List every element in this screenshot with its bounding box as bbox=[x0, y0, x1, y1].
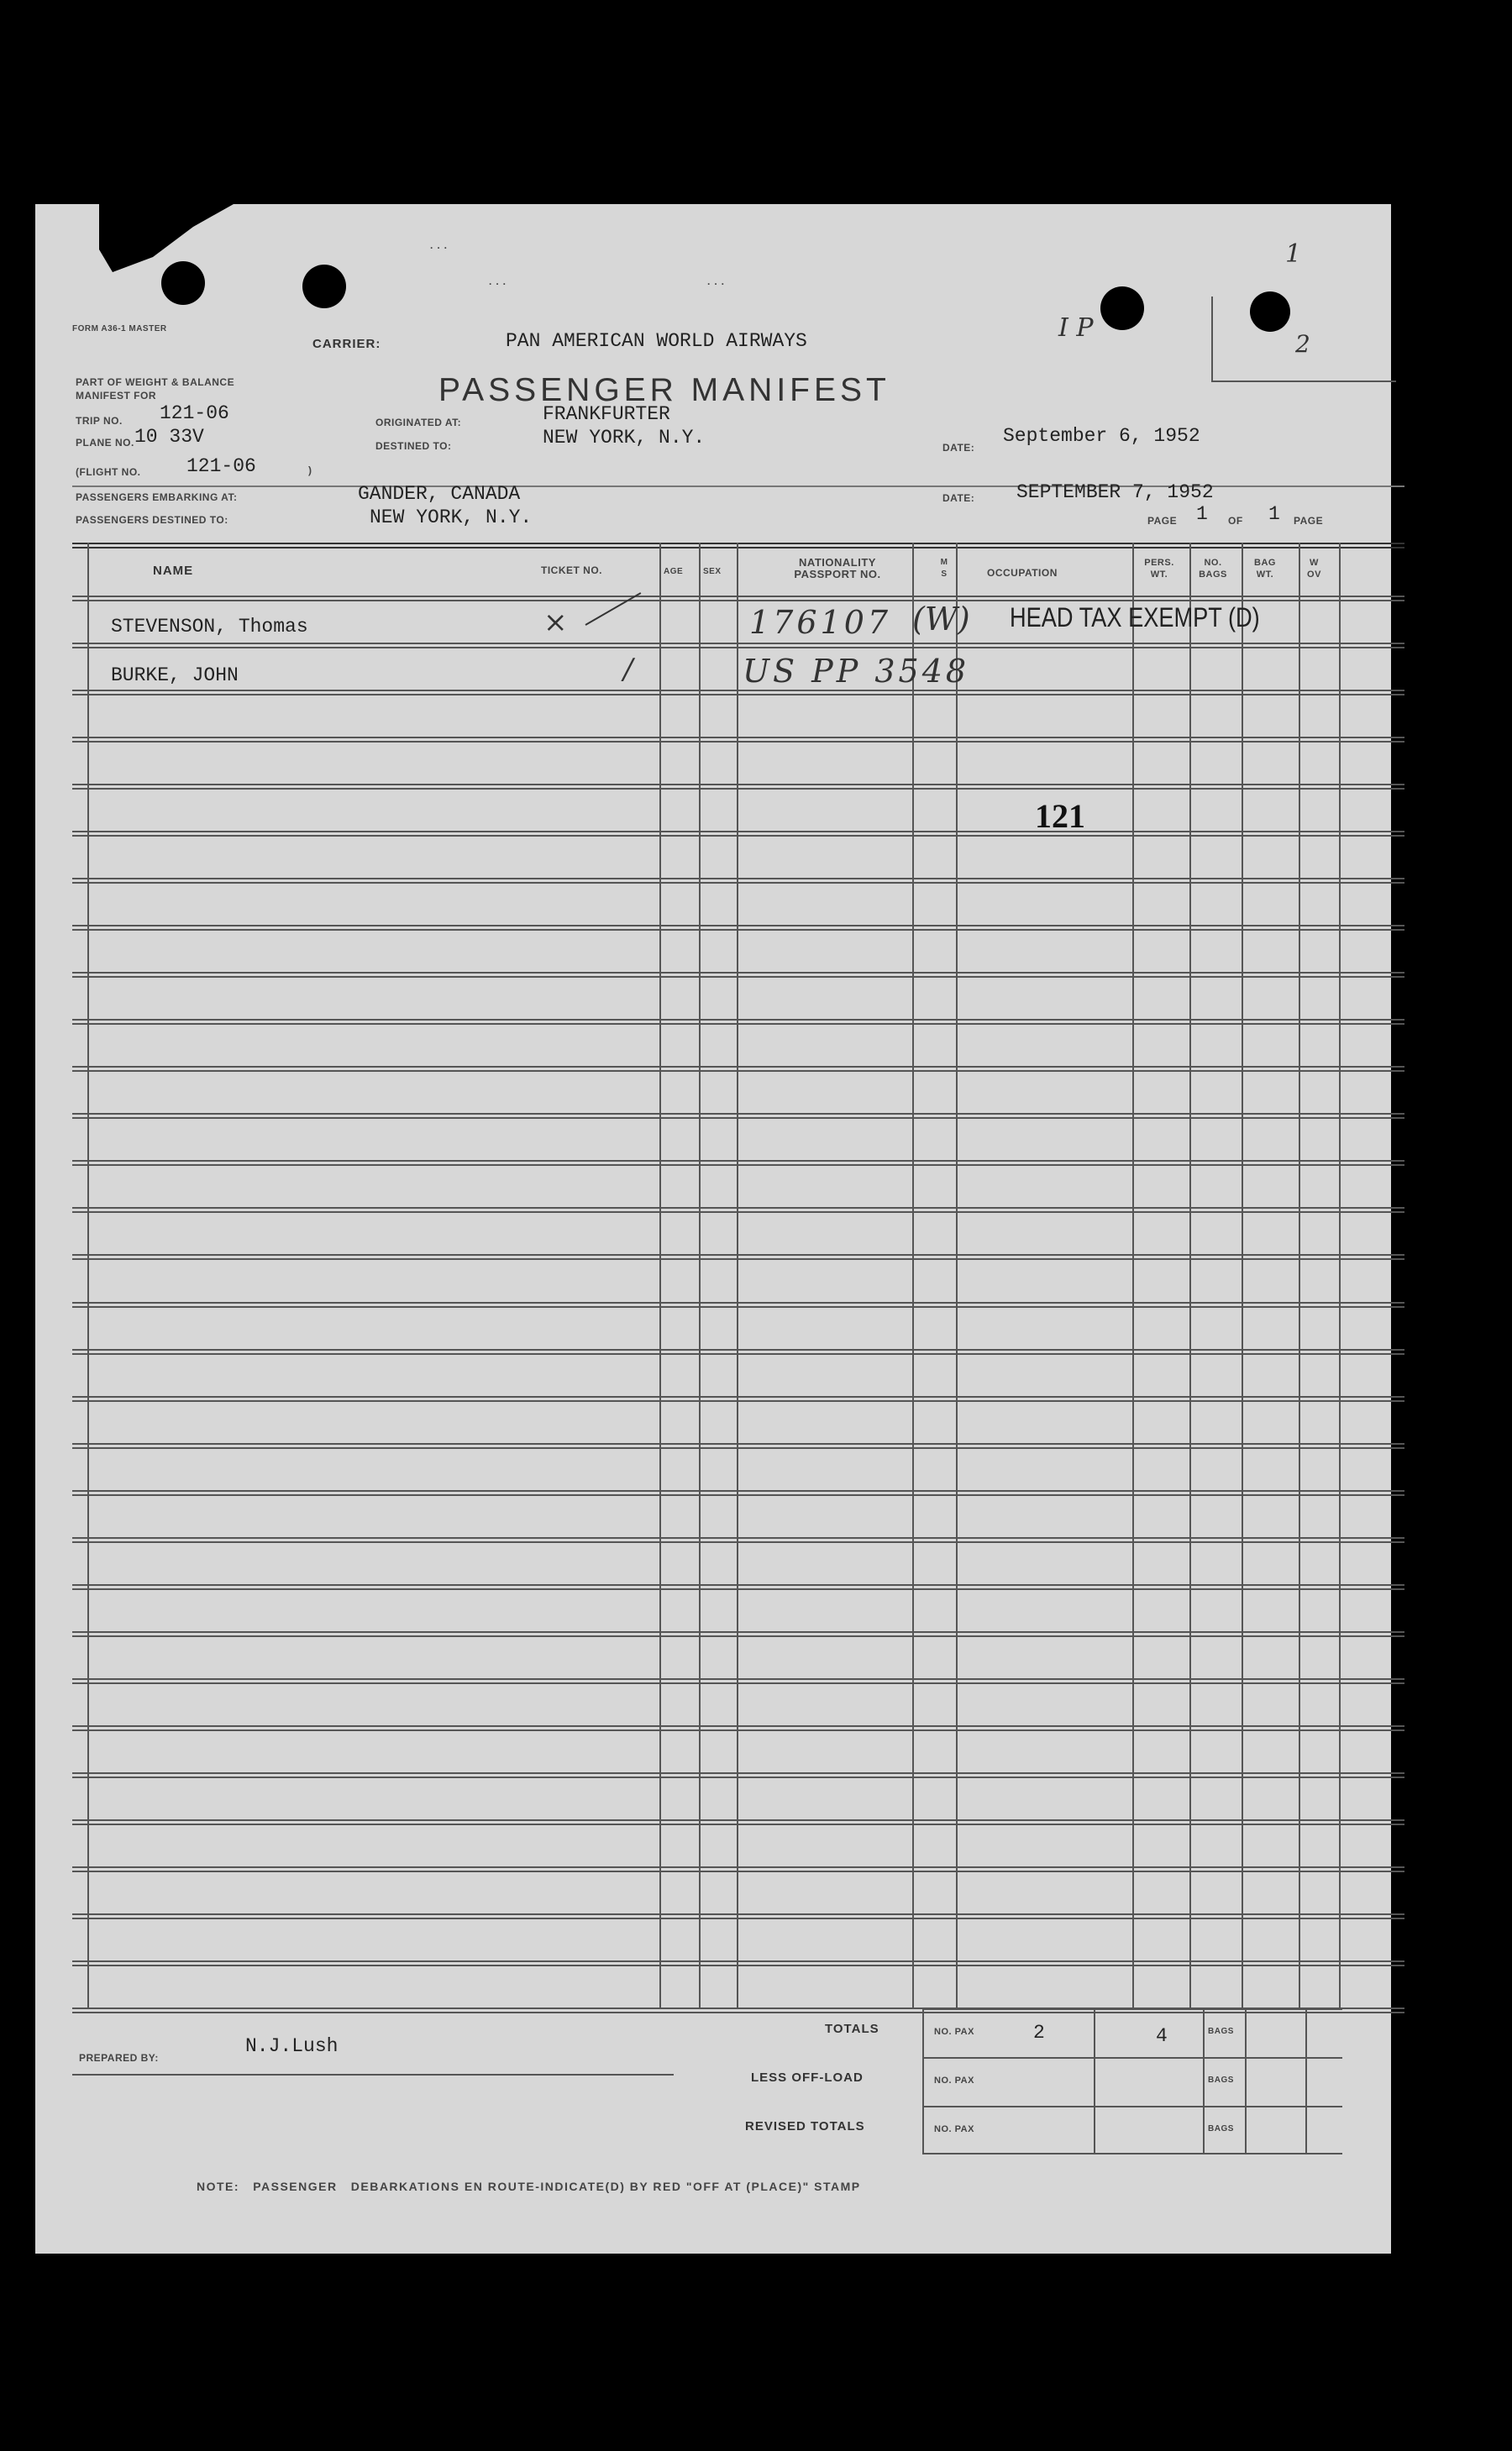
page-number: 1 bbox=[1196, 503, 1208, 525]
flight-no-value: 121-06 bbox=[186, 455, 256, 477]
table-row-rule bbox=[72, 1353, 1404, 1355]
col-ms-header bbox=[927, 557, 961, 580]
embarking-label: PASSENGERS EMBARKING AT: bbox=[76, 491, 238, 503]
pages-label: PAGE bbox=[1294, 515, 1324, 527]
table-row-rule bbox=[72, 1729, 1404, 1731]
total-bags-count-value: 4 bbox=[1156, 2025, 1168, 2047]
table-row-rule bbox=[72, 737, 1404, 738]
table-row-rule bbox=[72, 1164, 1404, 1166]
offload-no-pax-label: NO. PAX bbox=[934, 2076, 974, 2086]
manifest-for-label: MANIFEST FOR bbox=[76, 390, 156, 402]
table-row-rule bbox=[72, 925, 1404, 926]
table-row-rule bbox=[72, 1541, 1404, 1543]
prepared-by-value: N.J.Lush bbox=[245, 2035, 339, 2057]
totals-box-rule bbox=[922, 2008, 1342, 2010]
table-column-rule bbox=[1299, 543, 1300, 2008]
col-no-bags-line1: NO. bbox=[1204, 558, 1222, 568]
page-title: PASSENGER MANIFEST bbox=[438, 372, 890, 408]
col-w-ov-line1: W bbox=[1310, 558, 1319, 568]
form-code: FORM A36-1 MASTER bbox=[72, 324, 167, 333]
col-ms-line1: M bbox=[940, 558, 948, 567]
trip-no-label: TRIP NO. bbox=[76, 415, 123, 427]
table-row-rule bbox=[72, 1070, 1404, 1072]
table-row-rule bbox=[72, 1635, 1404, 1637]
passenger-ticket: × bbox=[543, 606, 568, 639]
totals-box-rule bbox=[922, 2057, 1342, 2059]
col-pers-wt-line2: WT. bbox=[1150, 569, 1168, 580]
table-row-rule bbox=[72, 929, 1404, 931]
revised-bags-label: BAGS bbox=[1208, 2124, 1234, 2133]
table-row-rule bbox=[72, 1302, 1404, 1304]
table-row-rule bbox=[72, 831, 1404, 832]
table-row-rule bbox=[72, 1725, 1404, 1727]
passenger-name: BURKE, JOHN bbox=[111, 664, 239, 686]
col-age-header: AGE bbox=[664, 567, 684, 576]
table-row-rule bbox=[72, 1824, 1404, 1825]
table-row-rule bbox=[72, 1918, 1404, 1919]
table-row-rule bbox=[72, 1678, 1404, 1680]
col-bag-wt-line2: WT. bbox=[1256, 569, 1274, 580]
col-ticket-header: TICKET NO. bbox=[541, 564, 602, 576]
table-row-rule bbox=[72, 596, 1404, 597]
table-top-rule bbox=[72, 543, 1404, 544]
table-row-rule bbox=[72, 1772, 1404, 1774]
table-row-rule bbox=[72, 1400, 1404, 1402]
col-w-ov-line2: OV bbox=[1307, 569, 1321, 580]
table-column-rule bbox=[1339, 543, 1341, 2008]
carrier-value: PAN AMERICAN WORLD AIRWAYS bbox=[506, 330, 807, 352]
flight-stamp-number: 121 bbox=[1035, 797, 1085, 835]
table-row-rule bbox=[72, 878, 1404, 879]
table-row-rule bbox=[72, 1537, 1404, 1539]
table-row-rule bbox=[72, 1019, 1404, 1021]
passenger-table bbox=[35, 204, 1391, 2254]
pass-destined-value: NEW YORK, N.Y. bbox=[370, 506, 533, 528]
carrier-label: CARRIER: bbox=[312, 337, 381, 351]
col-bag-wt-line1: BAG bbox=[1254, 558, 1276, 568]
table-row-rule bbox=[72, 1443, 1404, 1445]
table-row-rule bbox=[72, 1207, 1404, 1209]
table-row-rule bbox=[72, 1023, 1404, 1025]
table-row-rule bbox=[72, 1396, 1404, 1398]
table-row-rule bbox=[72, 1117, 1404, 1119]
table-column-rule bbox=[87, 543, 89, 2008]
col-w-ov-header bbox=[1295, 557, 1333, 580]
destined-label: DESTINED TO: bbox=[375, 440, 452, 452]
totals-box-rule bbox=[922, 2106, 1342, 2107]
table-row-rule bbox=[72, 1211, 1404, 1213]
table-row-rule bbox=[72, 1682, 1404, 1684]
table-row-rule bbox=[72, 1584, 1404, 1586]
col-name-header: NAME bbox=[153, 564, 194, 578]
table-row-rule bbox=[72, 643, 1404, 644]
totals-bags-label: BAGS bbox=[1208, 2027, 1234, 2036]
table-column-rule bbox=[659, 543, 661, 2008]
trip-no-value: 121-06 bbox=[160, 402, 229, 424]
table-top-rule bbox=[72, 547, 1404, 548]
table-row-rule bbox=[72, 972, 1404, 974]
passenger-passport: 176107 bbox=[749, 604, 892, 641]
table-row-rule bbox=[72, 1866, 1404, 1868]
table-row-rule bbox=[72, 882, 1404, 884]
passenger-name: STEVENSON, Thomas bbox=[111, 616, 308, 638]
originated-value: FRANKFURTER bbox=[543, 403, 670, 425]
col-pers-wt-line1: PERS. bbox=[1144, 558, 1174, 568]
page-label: PAGE bbox=[1147, 515, 1178, 527]
table-row-rule bbox=[72, 1965, 1404, 1966]
col-no-bags-header bbox=[1188, 557, 1238, 580]
table-row-rule bbox=[72, 784, 1404, 785]
totals-label: TOTALS bbox=[825, 2022, 879, 2036]
table-column-rule bbox=[699, 543, 701, 2008]
embarking-value: GANDER, CANADA bbox=[358, 483, 521, 505]
col-sex-header: SEX bbox=[703, 567, 722, 576]
total-pax-value: 2 bbox=[1033, 2022, 1045, 2044]
footer-note: NOTE: PASSENGER DEBARKATIONS EN ROUTE-INDICATE(D) BY RED "OFF AT (PLACE)" STAMP bbox=[197, 2180, 861, 2193]
col-no-bags-line2: BAGS bbox=[1199, 569, 1227, 580]
manifest-sheet bbox=[35, 204, 1391, 2254]
table-row-rule bbox=[72, 1588, 1404, 1590]
originated-label: ORIGINATED AT: bbox=[375, 417, 462, 428]
table-row-rule bbox=[72, 1631, 1404, 1633]
table-row-rule bbox=[72, 976, 1404, 978]
passenger-occupation: HEAD TAX EXEMPT (D) bbox=[1010, 602, 1260, 632]
passenger-passport: US PP 3548 bbox=[743, 653, 970, 690]
table-row-rule bbox=[72, 694, 1404, 695]
totals-box-column bbox=[1203, 2008, 1205, 2153]
top-scribble: I P bbox=[1058, 313, 1094, 343]
table-row-rule bbox=[72, 1160, 1404, 1162]
top-specks: · · · bbox=[707, 278, 726, 290]
plane-no-value: 10 33V bbox=[134, 426, 204, 448]
pass-destined-label: PASSENGERS DESTINED TO: bbox=[76, 514, 228, 526]
passenger-ticket: / bbox=[623, 653, 633, 686]
table-row-rule bbox=[72, 1913, 1404, 1915]
prepared-by-underline bbox=[72, 2074, 674, 2076]
table-row-rule bbox=[72, 1494, 1404, 1496]
date2-value: SEPTEMBER 7, 1952 bbox=[1016, 481, 1214, 503]
top-specks: · · · bbox=[489, 278, 507, 290]
totals-box-rule bbox=[922, 2153, 1342, 2154]
totals-no-pax-label: NO. PAX bbox=[934, 2027, 974, 2037]
totals-box-column bbox=[1094, 2008, 1095, 2153]
table-row-rule bbox=[72, 1490, 1404, 1492]
table-row-rule bbox=[72, 1447, 1404, 1449]
col-bag-wt-header bbox=[1240, 557, 1290, 580]
table-row-rule bbox=[72, 1960, 1404, 1962]
col-ms-line2: S bbox=[941, 569, 948, 579]
table-row-rule bbox=[72, 2012, 1404, 2013]
totals-box-column bbox=[922, 2008, 924, 2153]
corner-mark: 1 bbox=[1285, 239, 1302, 269]
table-row-rule bbox=[72, 1871, 1404, 1872]
of-number: 1 bbox=[1268, 503, 1280, 525]
revised-totals-label: REVISED TOTALS bbox=[745, 2119, 865, 2133]
passenger-ms: (W) bbox=[912, 601, 970, 638]
date-value: September 6, 1952 bbox=[1003, 425, 1200, 447]
col-occupation-header: OCCUPATION bbox=[987, 567, 1058, 579]
offload-bags-label: BAGS bbox=[1208, 2076, 1234, 2085]
table-column-rule bbox=[1189, 543, 1191, 2008]
col-pers-wt-header bbox=[1134, 557, 1184, 580]
table-row-rule bbox=[72, 600, 1404, 601]
revised-no-pax-label: NO. PAX bbox=[934, 2124, 974, 2134]
flight-no-label: (FLIGHT NO. bbox=[76, 466, 141, 478]
less-offload-label: LESS OFF-LOAD bbox=[751, 2070, 864, 2085]
plane-no-label: PLANE NO. bbox=[76, 437, 134, 449]
table-row-rule bbox=[72, 1258, 1404, 1260]
table-row-rule bbox=[72, 788, 1404, 790]
table-row-rule bbox=[72, 1349, 1404, 1351]
table-row-rule bbox=[72, 741, 1404, 743]
table-column-rule bbox=[737, 543, 738, 2008]
date2-label: DATE: bbox=[942, 492, 975, 504]
col-nationality-line2: PASSPORT NO. bbox=[794, 568, 881, 580]
table-column-rule bbox=[1242, 543, 1243, 2008]
top-specks: · · · bbox=[430, 242, 449, 254]
table-row-rule bbox=[72, 647, 1404, 648]
prepared-by-label: PREPARED BY: bbox=[79, 2052, 159, 2064]
table-row-rule bbox=[72, 690, 1404, 691]
col-nationality-header bbox=[749, 557, 926, 580]
part-of-label: PART OF WEIGHT & BALANCE bbox=[76, 376, 235, 388]
col-nationality-line1: NATIONALITY bbox=[799, 556, 876, 569]
table-column-rule bbox=[1132, 543, 1134, 2008]
destined-value: NEW YORK, N.Y. bbox=[543, 427, 706, 449]
table-row-rule bbox=[72, 1306, 1404, 1308]
table-row-rule bbox=[72, 1819, 1404, 1821]
table-row-rule bbox=[72, 1066, 1404, 1068]
of-label: OF bbox=[1228, 515, 1243, 527]
table-row-rule bbox=[72, 1113, 1404, 1115]
table-column-rule bbox=[956, 543, 958, 2008]
flight-no-close: ) bbox=[308, 464, 312, 476]
date-label: DATE: bbox=[942, 442, 975, 454]
table-row-rule bbox=[72, 1777, 1404, 1778]
table-row-rule bbox=[72, 1254, 1404, 1256]
corner-mark: 2 bbox=[1295, 330, 1310, 358]
totals-box-column bbox=[1305, 2008, 1307, 2153]
table-row-rule bbox=[72, 835, 1404, 837]
table-column-rule bbox=[912, 543, 914, 2008]
totals-box-column bbox=[1245, 2008, 1247, 2153]
